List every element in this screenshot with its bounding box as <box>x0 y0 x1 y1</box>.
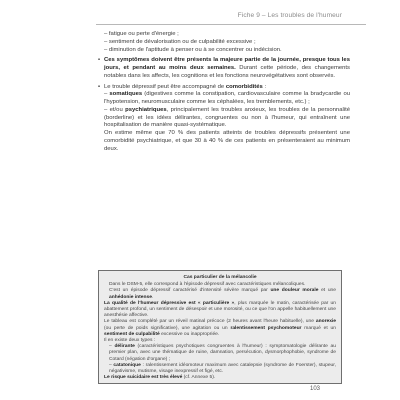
bullet-icon: • <box>98 83 101 90</box>
paragraph-text: , principalement les troubles anxieux, les troubles de la personnalité (borderline) et les idées délirantes, congruentes ou non à l'humeur, qui entraînent une hospitalisation de manière quasi-systématique. <box>104 106 351 129</box>
box-text: . <box>151 294 154 300</box>
bold-text: comorbidités <box>225 83 263 90</box>
list-item: – fatigue ou perte d'énergie ; <box>104 31 179 37</box>
box-text: , plus marquée le matin, caractérisée par un abattement profond, un sentiment de désespoir et une morosité, ou ce que l'on appelle habituellement une anesthésie affective. <box>104 300 336 319</box>
paragraph-text: Le trouble dépressif peut être accompagné de <box>104 83 226 90</box>
box-title: Cas particulier de la mélancolie <box>183 275 257 280</box>
paragraph-text: (digestives comme la constipation, cardiovasculaire comme la bradycardie ou l'hypotension, neuromusculaire comme les céphalées, les tremblements, etc.) ; <box>104 91 350 105</box>
paragraph-duration <box>98 57 350 80</box>
paragraph-text: – et/ou <box>104 106 126 113</box>
box-text: excessive ou inappropriée. <box>159 331 220 337</box>
box-paragraph <box>104 375 336 381</box>
bold-text: Le risque suicidaire est très élevé <box>104 375 183 381</box>
box-paragraph <box>104 319 336 338</box>
bold-text: anhédonie intense <box>109 294 152 300</box>
main-text <box>98 31 350 153</box>
bold-text: sentiment de culpabilité <box>104 331 160 337</box>
paragraph-comorbidities <box>98 84 350 92</box>
box-text: C'est un épisode dépressif caractérisé d'intensité sévère marqué par <box>109 288 271 294</box>
box-text: et une <box>318 288 336 294</box>
box-paragraph: Dans le DSM-5, elle correspond à l'épisode dépressif avec caractéristiques mélancoliques. <box>109 282 306 288</box>
box-paragraph <box>104 301 336 320</box>
box-text: : ralentissement idéomoteur maximum avec catalepsie (syndrome de Foerster), stupeur, négativisme, mutisme, visage inexpressif et figé, etc. <box>109 362 336 375</box>
bold-text: délirante <box>114 344 135 350</box>
bold-text: une douleur morale <box>270 288 319 294</box>
bold-text: catatonique <box>113 362 141 368</box>
running-header: Fiche 9 – Les troubles de l'humeur <box>237 12 342 19</box>
box-text: (ou perte de poids significative), une agitation ou un <box>104 325 231 331</box>
bold-text: psychiatriques <box>125 106 167 113</box>
bullet-icon: • <box>98 57 101 64</box>
list-item: – diminution de l'aptitude à penser ou à se concentrer ou indécision. <box>104 46 282 53</box>
list-item: – sentiment de dévalorisation ou de culpabilité excessive ; <box>104 38 256 45</box>
box-text: marqué et un <box>301 325 336 331</box>
bold-text: somatiques <box>109 91 143 98</box>
bold-text: La qualité de l'humeur dépressive est « particulière » <box>104 300 235 306</box>
melancholia-box <box>98 270 342 384</box>
bold-text: Ces symptômes doivent être présents la majeure partie de la journée, presque tous les jours, et pendant au moins deux semaines. <box>104 57 350 71</box>
box-text: (caractéristiques psychotiques congruentes à l'humeur) : symptomatologie délirante au premier plan, avec une thématique de ruine, damnation, persécution, dysmorphophobie, syndrome de Cotard (négation d'organe) ; <box>109 344 336 362</box>
bold-text: ralentissement psychomoteur <box>230 325 302 331</box>
list-item <box>98 107 350 130</box>
box-text: (cf. Annexe 5). <box>182 375 216 381</box>
box-paragraph <box>104 288 336 300</box>
paragraph-text: : <box>262 83 267 90</box>
box-list-item: – délirante (caractéristiques psychotiques congruentes à l'humeur) : symptomatologie délirante au premier plan, avec une thématique de ruine, damnation, persécution, dysmorphophobie, syndrome de Cotard (négation d'organe) ; <box>109 344 336 362</box>
page-number: 103 <box>309 386 320 392</box>
header-divider <box>96 24 366 25</box>
box-list-item: – catatonique : ralentissement idéomoteur maximum avec catalepsie (syndrome de Foerster), stupeur, négativisme, mutisme, visage inexpressif et figé, etc. <box>109 362 336 375</box>
bold-text: anorexie <box>315 319 336 325</box>
paragraph-text: Durant cette période, des changements notables dans les affects, les cognitions et les fonctions neurovégétatives sont observés. <box>104 65 350 79</box>
box-text: Le tableau est complété par un réveil matinal précoce (2 heures avant l'heure habituelle), une <box>104 319 316 325</box>
list-item: – somatiques (digestives comme la constipation, cardiovasculaire comme la bradycardie ou l'hypotension, neuromusculaire comme les céphalées, les tremblements, etc.) ; <box>104 91 350 105</box>
paragraph-statistics: On estime même que 70 % des patients atteints de troubles dépressifs présentent une comorbidité psychiatrique, et que 30 à 40 % de ces patients en présenteraient au minimum deux. <box>104 130 350 152</box>
box-paragraph: Il en existe deux types : <box>104 338 156 344</box>
